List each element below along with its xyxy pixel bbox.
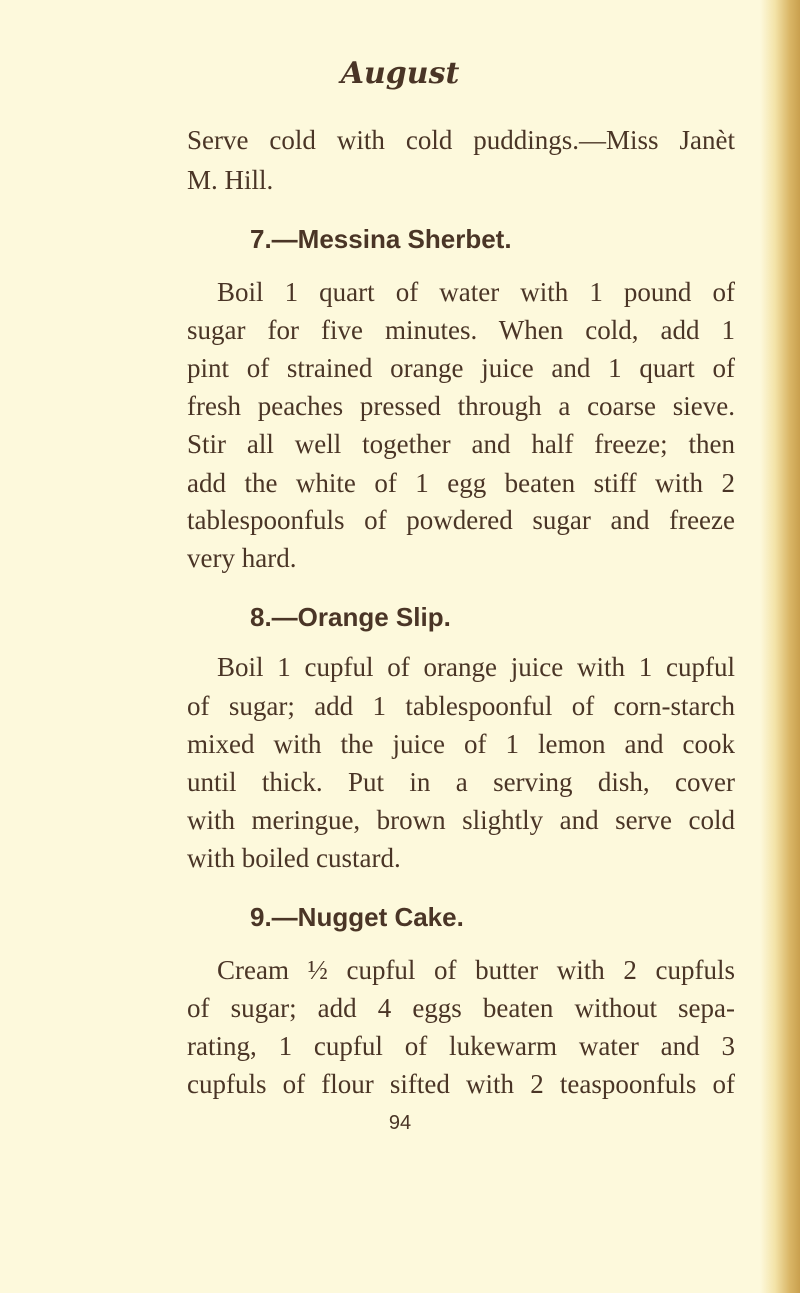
page-number: 94: [388, 1112, 412, 1134]
recipe-line: sugar for five minutes. When cold, add 1: [187, 315, 735, 345]
recipe-line: mixed with the juice of 1 lemon and cook: [187, 729, 735, 759]
recipe-line: Cream ½ cupful of butter with 2 cupfuls: [217, 955, 735, 985]
recipe-line: pint of strained orange juice and 1 quart of: [187, 353, 735, 383]
recipe-line: fresh peaches pressed through a coarse sieve.: [187, 391, 735, 421]
recipe-line: Boil 1 quart of water with 1 pound of: [217, 277, 735, 307]
recipe-line: cupfuls of flour sifted with 2 teaspoonfuls of: [187, 1069, 735, 1099]
recipe-line: rating, 1 cupful of lukewarm water and 3: [187, 1031, 735, 1061]
recipe-line: Boil 1 cupful of orange juice with 1 cupful: [217, 652, 735, 682]
recipe-heading: 8.—Orange Slip.: [250, 602, 451, 632]
recipe-line: of sugar; add 4 eggs beaten without sepa-: [187, 993, 735, 1023]
recipe-line: Stir all well together and half freeze; then: [187, 429, 735, 459]
running-head: August: [340, 56, 460, 91]
intro-line: Serve cold with cold puddings.—Miss Janèt: [187, 125, 735, 155]
recipe-line: add the white of 1 egg beaten stiff with 2: [187, 468, 735, 498]
recipe-line: until thick. Put in a serving dish, cover: [187, 767, 735, 797]
recipe-line: with meringue, brown slightly and serve cold: [187, 805, 735, 835]
recipe-heading: 9.—Nugget Cake.: [250, 902, 464, 932]
recipe-heading: 7.—Messina Sherbet.: [250, 224, 512, 254]
recipe-line: very hard.: [187, 543, 297, 573]
recipe-line: with boiled custard.: [187, 843, 401, 873]
recipe-line: of sugar; add 1 tablespoonful of corn-starch: [187, 691, 735, 721]
recipe-line: tablespoonfuls of powdered sugar and freeze: [187, 505, 735, 535]
intro-line: M. Hill.: [187, 165, 274, 195]
